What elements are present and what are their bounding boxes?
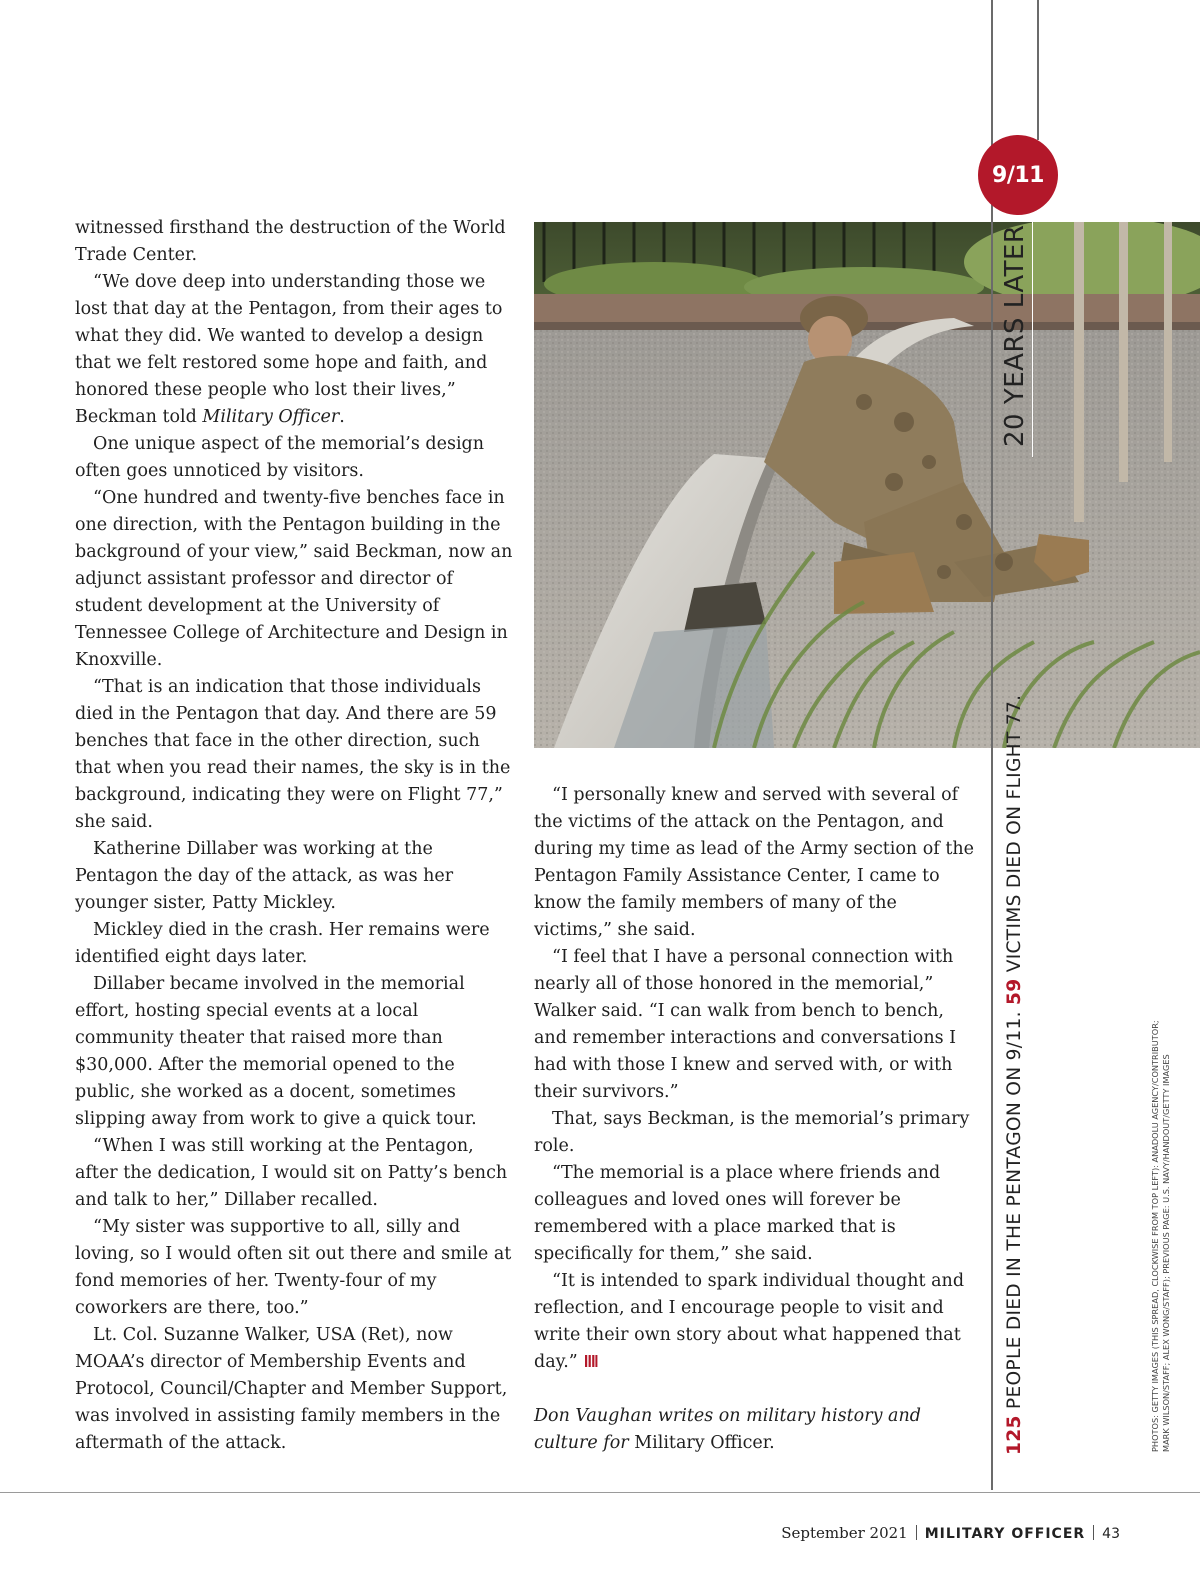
end-mark-icon	[584, 1354, 598, 1368]
paragraph-text: That, says Beckman, is the memorial’s primary role.	[534, 1109, 970, 1156]
sidebar-rule	[991, 0, 993, 1490]
page-number: 43	[1102, 1526, 1120, 1542]
stat-text-pentagon: PEOPLE DIED IN THE PENTAGON ON 9/11.	[1004, 1004, 1025, 1416]
paragraph-text: One unique aspect of the memorial’s design often goes unnoticed by visitors.	[75, 434, 485, 481]
article-paragraph	[75, 836, 515, 917]
series-badge: 9/11	[978, 135, 1058, 215]
series-title: 20 YEARS LATER	[1000, 224, 1030, 447]
byline-magazine: Military Officer.	[628, 1433, 775, 1453]
article-paragraph	[75, 485, 515, 674]
article-paragraph	[75, 215, 515, 269]
paragraph-text: “The memorial is a place where friends and colleagues and loved ones will forever be remembered with a place marked that is specifically for them,” she said.	[534, 1163, 941, 1264]
paragraph-text: “That is an indication that those individuals died in the Pentagon that day. And there are 59 benches that face in the other direction, such that when you read their names, the sky is in the background, indicating they were on Flight 77,” she said.	[75, 677, 511, 832]
article-paragraph	[75, 971, 515, 1133]
article-paragraph	[534, 782, 974, 944]
article-paragraph	[534, 1106, 974, 1160]
article-paragraph	[75, 674, 515, 836]
byline-italic: Don Vaughan writes on military history and culture for	[534, 1406, 921, 1453]
footer-divider	[1093, 1525, 1094, 1540]
sidebar-separator	[1032, 222, 1033, 457]
paragraph-text: “It is intended to spark individual thought and reflection, and I encourage people to visit and write their own story about what happened that day.”	[534, 1271, 965, 1372]
article-paragraph	[534, 1160, 974, 1268]
page-footer	[781, 1524, 1120, 1542]
paragraph-text: “I personally knew and served with several of the victims of the attack on the Pentagon, and during my time as lead of the Army section of the Pentagon Family Assistance Center, I came to know the family members of many of the victims,” she said.	[534, 785, 975, 940]
paragraph-text: Mickley died in the crash. Her remains were identified eight days later.	[75, 920, 490, 967]
paragraph-text: witnessed firsthand the destruction of the World Trade Center.	[75, 218, 506, 265]
article-column-left	[75, 215, 515, 1457]
paragraph-text: Dillaber became involved in the memorial effort, hosting special events at a local community theater that raised more than $30,000. After the memorial opened to the public, she worked as a docent, sometimes slipping away from work to give a quick tour.	[75, 974, 477, 1129]
article-paragraph	[534, 944, 974, 1106]
article-paragraph	[75, 1322, 515, 1457]
paragraph-text: “I feel that I have a personal connection with nearly all of those honored in the memorial,” Walker said. “I can walk from bench to bench, and remember interactions and conversations I had with those I knew and served with, or with their survivors.”	[534, 947, 957, 1102]
stat-number-pentagon: 125	[1004, 1415, 1025, 1455]
sidebar-statistic	[1004, 695, 1025, 1455]
article-paragraph	[75, 431, 515, 485]
publication-name: Military Officer	[202, 407, 340, 427]
author-byline	[534, 1403, 974, 1457]
paragraph-text: “One hundred and twenty-five benches face in one direction, with the Pentagon building in the background of your view,” said Beckman, now an adjunct assistant professor and director of student development at the University of Tennessee College of Architecture and Design in Knoxville.	[75, 488, 513, 670]
paragraph-text: Lt. Col. Suzanne Walker, USA (Ret), now MOAA’s director of Membership Events and Protocol, Council/Chapter and Member Support, was involved in assisting family members in the aftermath of the attack.	[75, 1325, 508, 1453]
paragraph-text-tail: .	[339, 407, 345, 427]
article-column-right	[534, 782, 974, 1457]
paragraph-text: “When I was still working at the Pentagon, after the dedication, I would sit on Patty’s bench and talk to her,” Dillaber recalled.	[75, 1136, 508, 1210]
paragraph-text: “My sister was supportive to all, silly and loving, so I would often sit out there and smile at fond memories of her. Twenty-four of my coworkers are there, too.”	[75, 1217, 512, 1318]
photo-credits-line-1: PHOTOS: GETTY IMAGES (THIS SPREAD, CLOCKWISE FROM TOP LEFT): ANADOLU AGENCY/CONTRIBUTOR;	[1150, 1020, 1160, 1452]
paragraph-text: “We dove deep into understanding those we lost that day at the Pentagon, from their ages to what they did. We wanted to develop a design that we felt restored some hope and faith, and honored these people who lost their lives,” Beckman told	[75, 272, 503, 427]
article-paragraph	[75, 1214, 515, 1322]
stat-number-flight: 59	[1004, 978, 1025, 1005]
magazine-name: MILITARY OFFICER	[924, 1526, 1086, 1542]
photo-credits-line-2: MARK WILSON/STAFF; ALEX WONG/STAFF); PREVIOUS PAGE: U.S. NAVY/HANDOUT/GETTY IMAGES	[1161, 1054, 1171, 1452]
memorial-photo	[534, 222, 1200, 748]
footer-divider	[916, 1525, 917, 1540]
article-paragraph	[75, 917, 515, 971]
article-paragraph	[75, 269, 515, 431]
sidebar-rule-top	[1037, 0, 1039, 140]
photo-credits	[1150, 1020, 1172, 1452]
paragraph-text: Katherine Dillaber was working at the Pentagon the day of the attack, as was her younger sister, Patty Mickley.	[75, 839, 454, 913]
article-paragraph	[75, 1133, 515, 1214]
stat-text-flight: VICTIMS DIED ON FLIGHT 77.	[1004, 694, 1025, 979]
footer-rule	[0, 1492, 1200, 1493]
article-paragraph	[534, 1268, 974, 1376]
issue-date: September 2021	[781, 1524, 908, 1542]
